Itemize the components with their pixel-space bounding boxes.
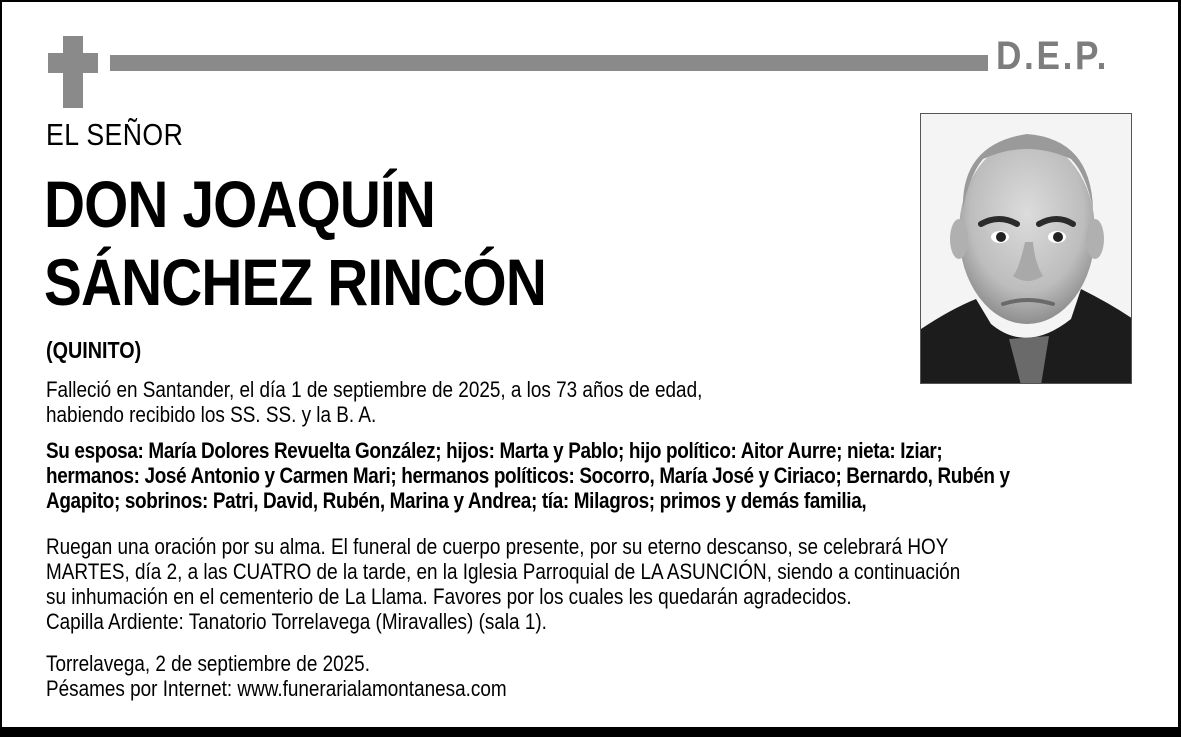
footer (46, 651, 507, 701)
name-line-2: SÁNCHEZ RINCÓN (44, 245, 546, 319)
funeral-line: MARTES, día 2, a las CUATRO de la tarde, en la Iglesia Parroquial de LA ASUNCIÓN, siendo a continuación (46, 559, 961, 584)
family-line: hermanos: José Antonio y Carmen Mari; hermanos políticos: Socorro, María José y Ciriaco; Bernardo, Rubén y (46, 463, 1010, 488)
place-date: Torrelavega, 2 de septiembre de 2025. (46, 651, 370, 676)
header-rule (110, 55, 988, 71)
portrait-photo (920, 113, 1132, 384)
frame-border-bottom (0, 727, 1181, 737)
death-notice-line: habiendo recibido los SS. SS. y la B. A. (46, 402, 377, 427)
deceased-name (44, 165, 546, 321)
cross-horizontal-bar (48, 53, 98, 73)
death-notice-line: Falleció en Santander, el día 1 de septiembre de 2025, a los 73 años de edad, (46, 377, 703, 402)
nickname: (QUINITO) (46, 337, 142, 363)
condolences-label: Pésames por Internet: (46, 676, 238, 701)
family-line: Agapito; sobrinos: Patri, David, Rubén, Marina y Andrea; tía: Milagros; primos y demás familia, (46, 488, 867, 513)
funeral-line: Capilla Ardiente: Tanatorio Torrelavega (Miravalles) (sala 1). (46, 609, 547, 634)
frame-border-left (0, 0, 2, 737)
portrait-image (921, 114, 1132, 384)
frame-border-top (0, 0, 1181, 2)
name-line-1: DON JOAQUÍN (44, 167, 436, 241)
condolences (46, 676, 507, 701)
family-list (46, 438, 1010, 513)
death-notice (46, 377, 702, 427)
funeral-line: su inhumación en el cementerio de La Llama. Favores por los cuales les quedarán agradecidos. (46, 584, 852, 609)
dep-label: D.E.P. (996, 34, 1110, 78)
funeral-line: Ruegan una oración por su alma. El funeral de cuerpo presente, por su eterno descanso, se celebrará HOY (46, 534, 949, 559)
funeral-details (46, 534, 960, 634)
family-line: Su esposa: María Dolores Revuelta González; hijos: Marta y Pablo; hijo político: Aitor Aurre; nieta: Iziar; (46, 438, 943, 463)
condolences-link[interactable]: www.funerarialamontanesa.com (237, 676, 507, 701)
honorific: EL SEÑOR (46, 117, 184, 152)
